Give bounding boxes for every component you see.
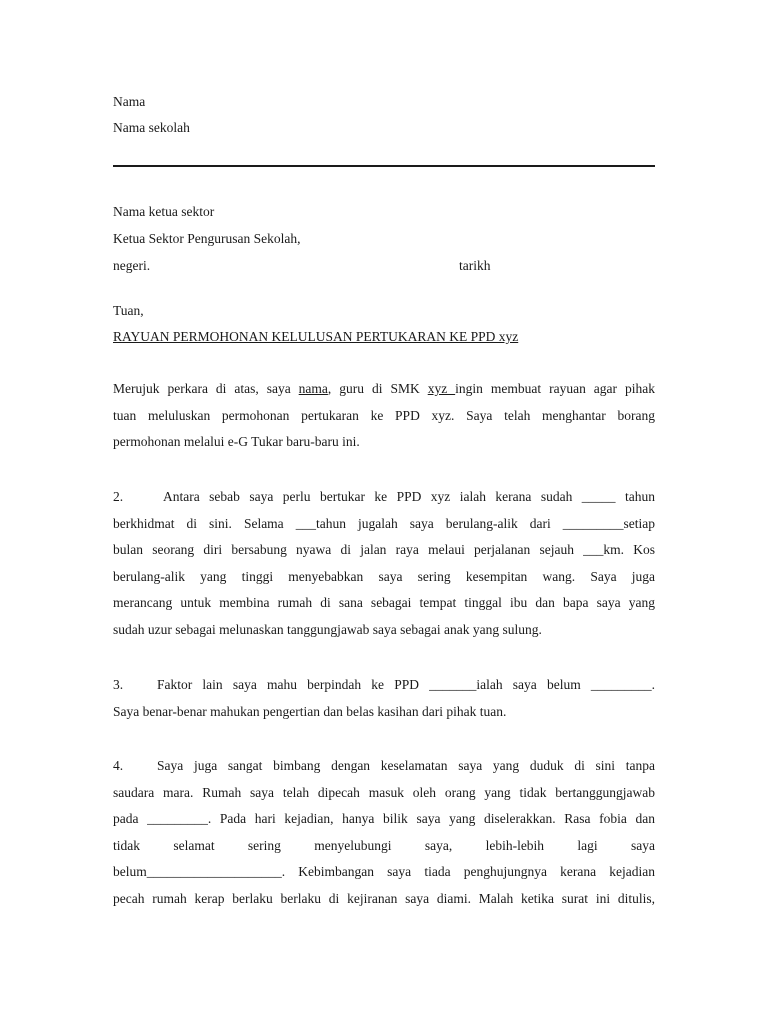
paragraph-4 <box>113 753 655 912</box>
paragraph-4-line: pada _________. Pada hari kejadian, hanya bilik saya yang diselerakkan. Rasa fobia dan <box>113 811 655 826</box>
paragraph-2-number: 2. <box>113 489 124 504</box>
paragraph-1-line: permohonan melalui e-G Tukar baru-baru ini. <box>113 434 360 449</box>
paragraph-4-line: saudara mara. Rumah saya telah dipecah masuk oleh orang yang tidak bertanggungjawab <box>113 784 655 800</box>
letter-subject: RAYUAN PERMOHONAN KELULUSAN PERTUKARAN KE PPD xyz <box>113 329 519 344</box>
paragraph-1-line: tuan meluluskan permohonan pertukaran ke PPD xyz. Saya telah menghantar borang <box>113 407 655 423</box>
paragraph-3-line: Saya benar-benar mahukan pengertian dan belas kasihan dari pihak tuan. <box>113 703 507 719</box>
paragraph-2-line: sudah uzur sebagai melunaskan tanggungjawab saya sebagai anak yang sulung. <box>113 621 542 637</box>
recipient-state: negeri. <box>113 258 151 273</box>
paragraph-3-number: 3. <box>113 677 124 692</box>
paragraph-2-line: berkhidmat di sini. Selama ___tahun jugalah saya berulang-alik dari _________setiap <box>113 515 655 531</box>
paragraph-2 <box>113 484 655 643</box>
paragraph-1-line: Merujuk perkara di atas, saya nama, guru di SMK xyz ingin membuat rayuan agar pihak <box>113 381 655 396</box>
paragraph-2-line: 2. Antara sebab saya perlu bertukar ke PPD xyz ialah kerana sudah _____ tahun <box>113 484 655 511</box>
salutation: Tuan, <box>113 303 144 318</box>
sender-school: Nama sekolah <box>113 120 190 135</box>
paragraph-4-line: 4. Saya juga sangat bimbang dengan keselamatan saya yang duduk di sini tanpa <box>113 753 655 780</box>
sender-name: Nama <box>113 94 146 109</box>
paragraph-1 <box>113 376 655 456</box>
header-divider <box>113 165 655 167</box>
paragraph-3-line: 3. Faktor lain saya mahu berpindah ke PPD _______ialah saya belum _________. <box>113 672 655 699</box>
paragraph-4-line: belum____________________. Kebimbangan saya tiada penghujungnya kerana kejadian <box>113 864 655 879</box>
paragraph-4-number: 4. <box>113 758 124 773</box>
paragraph-3 <box>113 672 655 725</box>
paragraph-2-line: bulan seorang diri bersabung nyawa di jalan raya melaui perjalanan sejauh ___km. Kos <box>113 542 655 557</box>
paragraph-4-line: tidak selamat sering menyelubungi saya, lebih-lebih lagi saya <box>113 837 655 853</box>
paragraph-2-line: berulang-alik yang tinggi menyebabkan saya sering kesempitan wang. Saya juga <box>113 568 655 584</box>
letter-date: tarikh <box>459 258 491 273</box>
recipient-title: Ketua Sektor Pengurusan Sekolah, <box>113 231 301 246</box>
recipient-name: Nama ketua sektor <box>113 204 215 219</box>
paragraph-4-line: pecah rumah kerap berlaku berlaku di kejiranan saya diami. Malah ketika surat ini ditulis, <box>113 890 655 906</box>
paragraph-2-line: merancang untuk membina rumah di sana sebagai tempat tinggal ibu dan bapa saya yang <box>113 595 655 610</box>
